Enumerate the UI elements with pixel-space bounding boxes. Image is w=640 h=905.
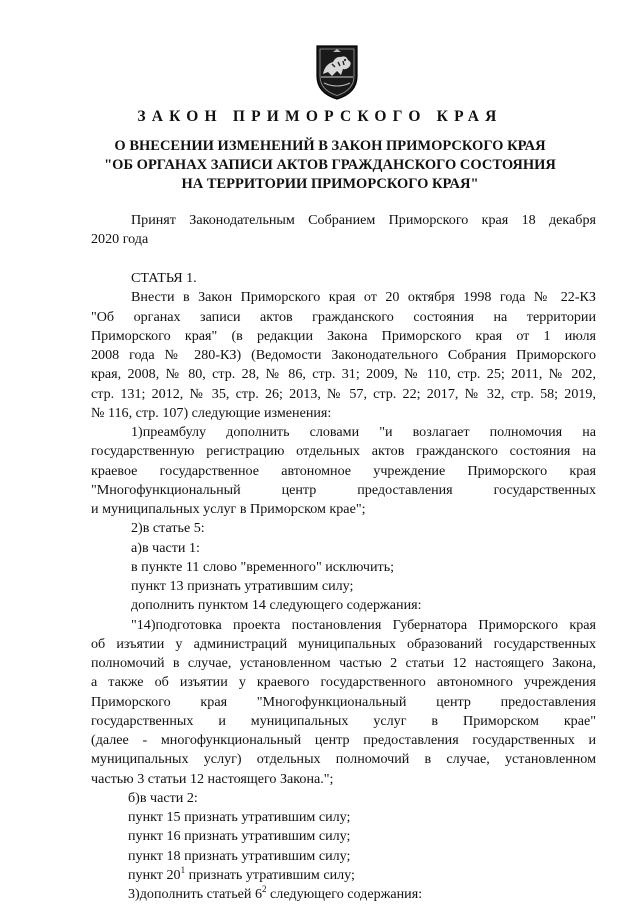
item2a-line: дополнить пунктом 14 следующего содержания: [131, 597, 422, 614]
intro-line: № 116, стр. 107) следующие изменения: [91, 404, 332, 421]
quote-line: частью 3 статьи 12 настоящего Закона."; [91, 770, 334, 787]
subtitle-line: "ОБ ОРГАНАХ ЗАПИСИ АКТОВ ГРАЖДАНСКОГО СОСТОЯНИЯ [104, 157, 556, 173]
primorsky-krai-coat-of-arms-icon [313, 43, 361, 101]
item2-heading: 2)в статье 5: [131, 520, 205, 537]
law-body [91, 211, 596, 904]
quote-line: об изъятии у администраций муниципальных образований государственных [91, 635, 596, 652]
item2b-line: пункт 18 признать утратившим силу; [128, 847, 351, 864]
intro-line: Приморского края" (в редакции Закона Приморского края от 1 июля [91, 327, 596, 344]
quote-line: "14)подготовка проекта постановления Губернатора Приморского края [131, 616, 596, 633]
item2a-line: в пункте 11 слово "временного" исключить; [131, 558, 395, 575]
item2a-line: пункт 13 признать утратившим силу; [131, 578, 354, 594]
intro-line: Внести в Закон Приморского края от 20 октября 1998 года № 22-КЗ [131, 289, 596, 306]
item2b-last-prefix: пункт 20 [128, 866, 181, 883]
item2b-line: пункт 15 признать утратившим силу; [128, 809, 351, 825]
law-title: ЗАКОН ПРИМОРСКОГО КРАЯ [137, 108, 503, 125]
item2b-line [91, 866, 596, 885]
item3-sup: 2 [262, 884, 267, 894]
item2b-heading: б)в части 2: [128, 789, 198, 806]
law-subtitle [80, 137, 580, 194]
quote-line: муниципальных услуг) отдельных полномочий в случае, установленном [91, 751, 596, 768]
intro-line: "Об органах записи актов гражданского состояния на территории [91, 308, 596, 325]
adoption-line: 2020 года [91, 231, 149, 248]
article-heading: СТАТЬЯ 1. [131, 270, 197, 286]
quote-line: полномочий в случае, установленном частью 2 статьи 12 настоящего Закона, [91, 655, 596, 671]
item1-line: 1)преамбулу дополнить словами "и возлагает полномочия на [131, 424, 596, 440]
adoption-line: Принят Законодательным Собранием Приморского края 18 декабря [131, 212, 596, 228]
item2b-last-suffix: признать утратившим силу; [185, 866, 355, 883]
quote-line: государственных и муниципальных услуг в Приморском крае" [91, 712, 596, 729]
item3-suffix: следующего содержания: [266, 886, 423, 902]
item2b-last-sup: 1 [180, 864, 186, 875]
subtitle-line: О ВНЕСЕНИИ ИЗМЕНЕНИЙ В ЗАКОН ПРИМОРСКОГО КРАЯ [114, 138, 546, 154]
item3-heading [91, 885, 596, 904]
quote-line: (далее - многофункциональный центр предоставления государственных и [91, 732, 596, 748]
intro-line: края, 2008, № 80, стр. 28, № 86, стр. 31; 2009, № 110, стр. 25; 2011, № 202, [91, 366, 596, 383]
intro-line: стр. 131; 2012, № 35, стр. 26; 2013, № 57, стр. 22; 2017, № 32, стр. 58; 2019, [91, 385, 596, 402]
subtitle-line: НА ТЕРРИТОРИИ ПРИМОРСКОГО КРАЯ" [181, 176, 479, 192]
item1-line: и муниципальных услуг в Приморском крае"; [91, 501, 366, 517]
item3-prefix: 3)дополнить статьей 6 [128, 886, 263, 902]
quote-line: а также об изъятии у краевого государственного автономного учреждения [91, 674, 596, 691]
quote-line: Приморского края "Многофункциональный центр предоставления [91, 693, 596, 710]
item2a-heading: а)в части 1: [131, 539, 200, 556]
item1-line: государственную регистрацию отдельных актов гражданского состояния на [91, 443, 596, 460]
item1-line: "Многофункциональный центр предоставления государственных [91, 481, 596, 498]
item1-line: краевое государственное автономное учреждение Приморского края [91, 462, 596, 479]
item2b-line: пункт 16 признать утратившим силу; [128, 828, 351, 845]
intro-line: 2008 года № 280-КЗ) (Ведомости Законодательного Собрания Приморского [91, 347, 596, 363]
